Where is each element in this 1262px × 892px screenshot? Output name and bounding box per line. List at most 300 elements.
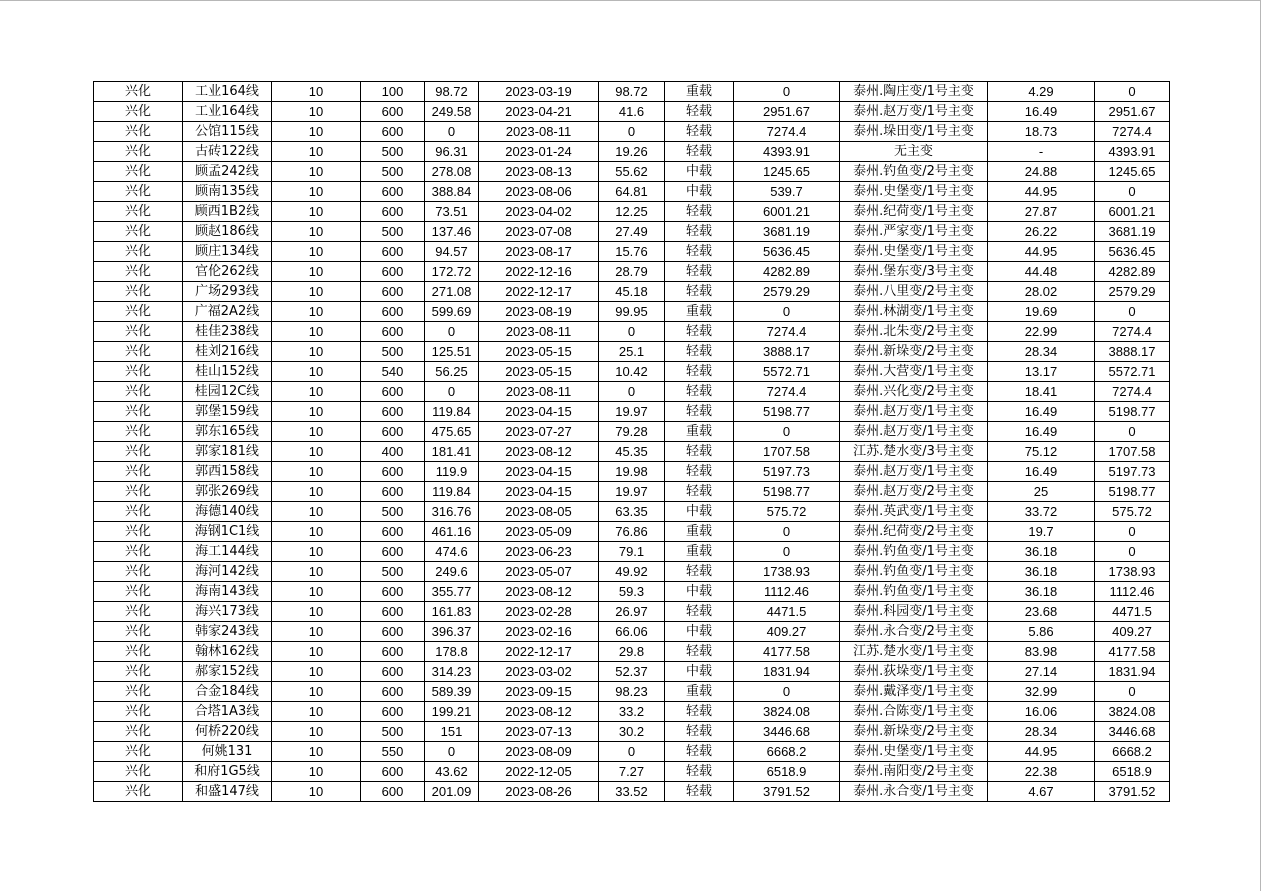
cell-transformer-load-rate: 16.49: [988, 102, 1095, 122]
cell-open-capacity: 4177.58: [1095, 642, 1170, 662]
table-row: [94, 702, 1170, 722]
cell-open-capacity: 3446.68: [1095, 722, 1170, 742]
cell-date: 2023-08-11: [479, 322, 599, 342]
cell-transformer: 泰州.史堡变/1号主变: [840, 182, 988, 202]
cell-available-capacity: 0: [734, 522, 840, 542]
cell-voltage: 10: [272, 522, 361, 542]
cell-load-rate: 49.92: [599, 562, 665, 582]
table-row: [94, 742, 1170, 762]
cell-voltage: 10: [272, 582, 361, 602]
cell-voltage: 10: [272, 422, 361, 442]
cell-transformer-load-rate: 44.48: [988, 262, 1095, 282]
cell-region: 兴化: [94, 402, 183, 422]
cell-open-capacity: 4393.91: [1095, 142, 1170, 162]
cell-transformer-load-rate: 32.99: [988, 682, 1095, 702]
cell-date: 2023-08-12: [479, 582, 599, 602]
cell-region: 兴化: [94, 162, 183, 182]
cell-region: 兴化: [94, 722, 183, 742]
cell-open-capacity: 7274.4: [1095, 122, 1170, 142]
cell-date: 2023-08-26: [479, 782, 599, 802]
cell-load-status: 轻载: [665, 762, 734, 782]
cell-open-capacity: 3824.08: [1095, 702, 1170, 722]
cell-available-capacity: 2951.67: [734, 102, 840, 122]
cell-load: 0: [425, 742, 479, 762]
cell-load: 96.31: [425, 142, 479, 162]
cell-line-name: 合金184线: [183, 682, 272, 702]
table-row: [94, 682, 1170, 702]
cell-transformer: 泰州.兴化变/2号主变: [840, 382, 988, 402]
cell-open-capacity: 3888.17: [1095, 342, 1170, 362]
cell-load-status: 轻载: [665, 362, 734, 382]
cell-voltage: 10: [272, 322, 361, 342]
cell-capacity: 550: [361, 742, 425, 762]
cell-load: 125.51: [425, 342, 479, 362]
cell-open-capacity: 1738.93: [1095, 562, 1170, 582]
cell-transformer-load-rate: 16.49: [988, 462, 1095, 482]
cell-transformer: 泰州.南阳变/2号主变: [840, 762, 988, 782]
cell-voltage: 10: [272, 162, 361, 182]
table-row: [94, 542, 1170, 562]
cell-load-rate: 15.76: [599, 242, 665, 262]
cell-transformer: 泰州.新垛变/2号主变: [840, 722, 988, 742]
cell-load-rate: 30.2: [599, 722, 665, 742]
cell-load-rate: 19.26: [599, 142, 665, 162]
cell-transformer-load-rate: 28.02: [988, 282, 1095, 302]
cell-region: 兴化: [94, 622, 183, 642]
cell-capacity: 600: [361, 122, 425, 142]
cell-open-capacity: 0: [1095, 682, 1170, 702]
table-row: [94, 482, 1170, 502]
cell-date: 2023-04-21: [479, 102, 599, 122]
cell-load-rate: 45.35: [599, 442, 665, 462]
cell-load: 119.84: [425, 402, 479, 422]
cell-capacity: 500: [361, 502, 425, 522]
cell-available-capacity: 4393.91: [734, 142, 840, 162]
cell-available-capacity: 1738.93: [734, 562, 840, 582]
cell-line-name: 工业164线: [183, 102, 272, 122]
cell-date: 2023-05-15: [479, 342, 599, 362]
cell-transformer: 泰州.荻垛变/1号主变: [840, 662, 988, 682]
cell-transformer-load-rate: 36.18: [988, 582, 1095, 602]
cell-transformer-load-rate: 27.87: [988, 202, 1095, 222]
cell-line-name: 郝家152线: [183, 662, 272, 682]
table-row: [94, 582, 1170, 602]
cell-line-name: 桂佳238线: [183, 322, 272, 342]
cell-open-capacity: 5198.77: [1095, 402, 1170, 422]
cell-voltage: 10: [272, 442, 361, 462]
cell-open-capacity: 1245.65: [1095, 162, 1170, 182]
table-row: [94, 382, 1170, 402]
cell-transformer-load-rate: 16.49: [988, 422, 1095, 442]
cell-region: 兴化: [94, 322, 183, 342]
cell-transformer: 泰州.赵万变/1号主变: [840, 102, 988, 122]
cell-line-name: 顾庄134线: [183, 242, 272, 262]
cell-available-capacity: 0: [734, 542, 840, 562]
cell-voltage: 10: [272, 762, 361, 782]
cell-load-rate: 66.06: [599, 622, 665, 642]
cell-line-name: 何姚131: [183, 742, 272, 762]
cell-voltage: 10: [272, 682, 361, 702]
cell-transformer-load-rate: 16.49: [988, 402, 1095, 422]
cell-capacity: 600: [361, 622, 425, 642]
cell-voltage: 10: [272, 742, 361, 762]
cell-region: 兴化: [94, 702, 183, 722]
cell-date: 2023-05-09: [479, 522, 599, 542]
cell-region: 兴化: [94, 482, 183, 502]
cell-region: 兴化: [94, 662, 183, 682]
cell-load-status: 中载: [665, 182, 734, 202]
cell-available-capacity: 5198.77: [734, 402, 840, 422]
cell-region: 兴化: [94, 102, 183, 122]
cell-transformer: 泰州.英武变/1号主变: [840, 502, 988, 522]
cell-date: 2023-08-09: [479, 742, 599, 762]
table-row: [94, 302, 1170, 322]
cell-load-status: 轻载: [665, 722, 734, 742]
table-row: [94, 662, 1170, 682]
cell-region: 兴化: [94, 542, 183, 562]
cell-region: 兴化: [94, 682, 183, 702]
cell-voltage: 10: [272, 462, 361, 482]
cell-date: 2023-04-15: [479, 462, 599, 482]
cell-date: 2022-12-05: [479, 762, 599, 782]
cell-open-capacity: 5197.73: [1095, 462, 1170, 482]
cell-load: 43.62: [425, 762, 479, 782]
cell-line-name: 海工144线: [183, 542, 272, 562]
cell-transformer: 泰州.林湖变/1号主变: [840, 302, 988, 322]
cell-capacity: 600: [361, 582, 425, 602]
cell-line-name: 顾西1B2线: [183, 202, 272, 222]
cell-transformer-load-rate: 28.34: [988, 342, 1095, 362]
cell-load-rate: 33.2: [599, 702, 665, 722]
cell-transformer-load-rate: 4.67: [988, 782, 1095, 802]
cell-transformer-load-rate: 83.98: [988, 642, 1095, 662]
cell-load-status: 轻载: [665, 242, 734, 262]
cell-capacity: 100: [361, 82, 425, 102]
cell-load: 94.57: [425, 242, 479, 262]
cell-load-rate: 63.35: [599, 502, 665, 522]
cell-available-capacity: 3824.08: [734, 702, 840, 722]
cell-load-status: 轻载: [665, 482, 734, 502]
cell-line-name: 顾孟242线: [183, 162, 272, 182]
cell-date: 2023-04-15: [479, 402, 599, 422]
cell-region: 兴化: [94, 262, 183, 282]
cell-load-rate: 10.42: [599, 362, 665, 382]
cell-region: 兴化: [94, 142, 183, 162]
cell-available-capacity: 7274.4: [734, 322, 840, 342]
cell-load-rate: 0: [599, 122, 665, 142]
cell-load: 137.46: [425, 222, 479, 242]
cell-date: 2023-08-06: [479, 182, 599, 202]
cell-region: 兴化: [94, 282, 183, 302]
table-row: [94, 722, 1170, 742]
table-row: [94, 522, 1170, 542]
cell-transformer: 江苏.楚水变/3号主变: [840, 442, 988, 462]
table-row: [94, 402, 1170, 422]
cell-voltage: 10: [272, 502, 361, 522]
table-row: [94, 142, 1170, 162]
cell-load: 73.51: [425, 202, 479, 222]
cell-load-rate: 98.23: [599, 682, 665, 702]
cell-capacity: 600: [361, 282, 425, 302]
cell-date: 2022-12-16: [479, 262, 599, 282]
cell-capacity: 600: [361, 482, 425, 502]
cell-voltage: 10: [272, 122, 361, 142]
cell-voltage: 10: [272, 382, 361, 402]
cell-date: 2023-07-27: [479, 422, 599, 442]
table-row: [94, 602, 1170, 622]
cell-load: 119.9: [425, 462, 479, 482]
cell-load-status: 轻载: [665, 642, 734, 662]
table-row: [94, 342, 1170, 362]
cell-line-name: 郭家181线: [183, 442, 272, 462]
cell-available-capacity: 5572.71: [734, 362, 840, 382]
cell-open-capacity: 6001.21: [1095, 202, 1170, 222]
cell-load-status: 轻载: [665, 282, 734, 302]
cell-capacity: 600: [361, 102, 425, 122]
cell-capacity: 600: [361, 242, 425, 262]
cell-capacity: 600: [361, 642, 425, 662]
cell-load: 475.65: [425, 422, 479, 442]
cell-load-status: 轻载: [665, 222, 734, 242]
cell-capacity: 600: [361, 402, 425, 422]
cell-available-capacity: 6001.21: [734, 202, 840, 222]
cell-open-capacity: 3791.52: [1095, 782, 1170, 802]
cell-date: 2023-06-23: [479, 542, 599, 562]
cell-load: 599.69: [425, 302, 479, 322]
cell-transformer: 泰州.钓鱼变/1号主变: [840, 562, 988, 582]
cell-open-capacity: 575.72: [1095, 502, 1170, 522]
cell-load-status: 中载: [665, 502, 734, 522]
cell-open-capacity: 0: [1095, 82, 1170, 102]
cell-open-capacity: 2579.29: [1095, 282, 1170, 302]
cell-load-rate: 98.72: [599, 82, 665, 102]
cell-open-capacity: 4471.5: [1095, 602, 1170, 622]
cell-available-capacity: 539.7: [734, 182, 840, 202]
cell-line-name: 桂山152线: [183, 362, 272, 382]
cell-voltage: 10: [272, 402, 361, 422]
cell-load: 0: [425, 382, 479, 402]
cell-voltage: 10: [272, 242, 361, 262]
table-row: [94, 762, 1170, 782]
table-row: [94, 262, 1170, 282]
cell-region: 兴化: [94, 82, 183, 102]
cell-capacity: 600: [361, 682, 425, 702]
cell-transformer: 泰州.大营变/1号主变: [840, 362, 988, 382]
cell-transformer-load-rate: 36.18: [988, 542, 1095, 562]
cell-load-rate: 19.97: [599, 482, 665, 502]
cell-line-name: 公馆115线: [183, 122, 272, 142]
cell-load-rate: 25.1: [599, 342, 665, 362]
cell-voltage: 10: [272, 302, 361, 322]
cell-transformer-load-rate: 5.86: [988, 622, 1095, 642]
cell-load-rate: 45.18: [599, 282, 665, 302]
cell-transformer-load-rate: 23.68: [988, 602, 1095, 622]
cell-transformer: 泰州.永合变/1号主变: [840, 782, 988, 802]
cell-date: 2023-08-19: [479, 302, 599, 322]
cell-load-rate: 12.25: [599, 202, 665, 222]
cell-voltage: 10: [272, 662, 361, 682]
cell-date: 2023-01-24: [479, 142, 599, 162]
cell-open-capacity: 1831.94: [1095, 662, 1170, 682]
cell-available-capacity: 5636.45: [734, 242, 840, 262]
cell-capacity: 540: [361, 362, 425, 382]
cell-capacity: 600: [361, 602, 425, 622]
cell-open-capacity: 0: [1095, 422, 1170, 442]
cell-capacity: 600: [361, 702, 425, 722]
cell-date: 2023-07-13: [479, 722, 599, 742]
cell-voltage: 10: [272, 262, 361, 282]
cell-available-capacity: 0: [734, 422, 840, 442]
cell-voltage: 10: [272, 782, 361, 802]
cell-date: 2023-08-13: [479, 162, 599, 182]
cell-open-capacity: 0: [1095, 522, 1170, 542]
cell-capacity: 400: [361, 442, 425, 462]
cell-transformer-load-rate: 33.72: [988, 502, 1095, 522]
cell-capacity: 600: [361, 662, 425, 682]
cell-load-rate: 41.6: [599, 102, 665, 122]
cell-available-capacity: 4282.89: [734, 262, 840, 282]
cell-load-status: 中载: [665, 162, 734, 182]
cell-load-status: 轻载: [665, 782, 734, 802]
cell-transformer: 泰州.严家变/1号主变: [840, 222, 988, 242]
cell-line-name: 郭张269线: [183, 482, 272, 502]
cell-transformer-load-rate: 44.95: [988, 242, 1095, 262]
cell-load: 0: [425, 322, 479, 342]
cell-transformer-load-rate: 13.17: [988, 362, 1095, 382]
cell-voltage: 10: [272, 342, 361, 362]
cell-load-status: 重载: [665, 542, 734, 562]
cell-voltage: 10: [272, 622, 361, 642]
cell-load-rate: 7.27: [599, 762, 665, 782]
cell-voltage: 10: [272, 222, 361, 242]
cell-load: 178.8: [425, 642, 479, 662]
cell-capacity: 600: [361, 322, 425, 342]
cell-load-status: 轻载: [665, 202, 734, 222]
cell-load-status: 重载: [665, 82, 734, 102]
cell-line-name: 海河142线: [183, 562, 272, 582]
cell-transformer: 泰州.垛田变/1号主变: [840, 122, 988, 142]
cell-region: 兴化: [94, 122, 183, 142]
cell-transformer: 泰州.纪荷变/1号主变: [840, 202, 988, 222]
cell-available-capacity: 3446.68: [734, 722, 840, 742]
cell-load-rate: 19.98: [599, 462, 665, 482]
cell-available-capacity: 0: [734, 682, 840, 702]
cell-load: 271.08: [425, 282, 479, 302]
cell-date: 2022-12-17: [479, 642, 599, 662]
table-row: [94, 502, 1170, 522]
cell-capacity: 600: [361, 202, 425, 222]
cell-load: 98.72: [425, 82, 479, 102]
cell-line-name: 海德140线: [183, 502, 272, 522]
cell-available-capacity: 0: [734, 302, 840, 322]
cell-load-rate: 29.8: [599, 642, 665, 662]
cell-load: 461.16: [425, 522, 479, 542]
cell-load-rate: 76.86: [599, 522, 665, 542]
cell-load-status: 中载: [665, 582, 734, 602]
cell-region: 兴化: [94, 302, 183, 322]
cell-load-rate: 59.3: [599, 582, 665, 602]
cell-load-rate: 27.49: [599, 222, 665, 242]
cell-date: 2023-02-28: [479, 602, 599, 622]
cell-load-rate: 0: [599, 742, 665, 762]
cell-date: 2023-08-12: [479, 442, 599, 462]
cell-load-status: 轻载: [665, 442, 734, 462]
cell-open-capacity: 6518.9: [1095, 762, 1170, 782]
cell-load: 355.77: [425, 582, 479, 602]
cell-load-status: 重载: [665, 682, 734, 702]
cell-date: 2022-12-17: [479, 282, 599, 302]
cell-load-status: 轻载: [665, 702, 734, 722]
cell-line-name: 和府1G5线: [183, 762, 272, 782]
table-row: [94, 182, 1170, 202]
cell-available-capacity: 1112.46: [734, 582, 840, 602]
cell-transformer-load-rate: 19.69: [988, 302, 1095, 322]
cell-date: 2023-08-17: [479, 242, 599, 262]
cell-transformer: 泰州.合陈变/1号主变: [840, 702, 988, 722]
cell-region: 兴化: [94, 362, 183, 382]
cell-line-name: 海兴173线: [183, 602, 272, 622]
cell-available-capacity: 4471.5: [734, 602, 840, 622]
cell-transformer: 泰州.堡东变/3号主变: [840, 262, 988, 282]
cell-voltage: 10: [272, 182, 361, 202]
cell-capacity: 500: [361, 342, 425, 362]
cell-load-rate: 99.95: [599, 302, 665, 322]
cell-open-capacity: 5198.77: [1095, 482, 1170, 502]
cell-load-status: 轻载: [665, 462, 734, 482]
cell-transformer: 无主变: [840, 142, 988, 162]
cell-open-capacity: 5636.45: [1095, 242, 1170, 262]
cell-transformer: 泰州.赵万变/1号主变: [840, 462, 988, 482]
table-row: [94, 202, 1170, 222]
cell-transformer: 泰州.新垛变/2号主变: [840, 342, 988, 362]
cell-open-capacity: 0: [1095, 302, 1170, 322]
cell-voltage: 10: [272, 362, 361, 382]
cell-date: 2023-03-02: [479, 662, 599, 682]
cell-available-capacity: 5198.77: [734, 482, 840, 502]
cell-region: 兴化: [94, 782, 183, 802]
cell-available-capacity: 3681.19: [734, 222, 840, 242]
cell-date: 2023-04-02: [479, 202, 599, 222]
cell-line-name: 翰林162线: [183, 642, 272, 662]
cell-load-status: 轻载: [665, 602, 734, 622]
cell-voltage: 10: [272, 722, 361, 742]
cell-open-capacity: 0: [1095, 542, 1170, 562]
cell-capacity: 600: [361, 782, 425, 802]
cell-capacity: 600: [361, 542, 425, 562]
table-row: [94, 102, 1170, 122]
cell-load-status: 轻载: [665, 382, 734, 402]
cell-open-capacity: 2951.67: [1095, 102, 1170, 122]
cell-transformer: 泰州.赵万变/2号主变: [840, 482, 988, 502]
cell-load: 388.84: [425, 182, 479, 202]
cell-voltage: 10: [272, 82, 361, 102]
cell-load-rate: 33.52: [599, 782, 665, 802]
table-row: [94, 82, 1170, 102]
cell-load-status: 重载: [665, 522, 734, 542]
cell-load-status: 轻载: [665, 562, 734, 582]
cell-load-rate: 28.79: [599, 262, 665, 282]
cell-load-rate: 55.62: [599, 162, 665, 182]
cell-transformer-load-rate: 22.99: [988, 322, 1095, 342]
cell-transformer-load-rate: 18.73: [988, 122, 1095, 142]
cell-date: 2023-08-11: [479, 382, 599, 402]
data-table: [93, 81, 1170, 802]
table-row: [94, 122, 1170, 142]
cell-transformer-load-rate: -: [988, 142, 1095, 162]
cell-load-status: 重载: [665, 302, 734, 322]
cell-load: 396.37: [425, 622, 479, 642]
cell-load: 172.72: [425, 262, 479, 282]
